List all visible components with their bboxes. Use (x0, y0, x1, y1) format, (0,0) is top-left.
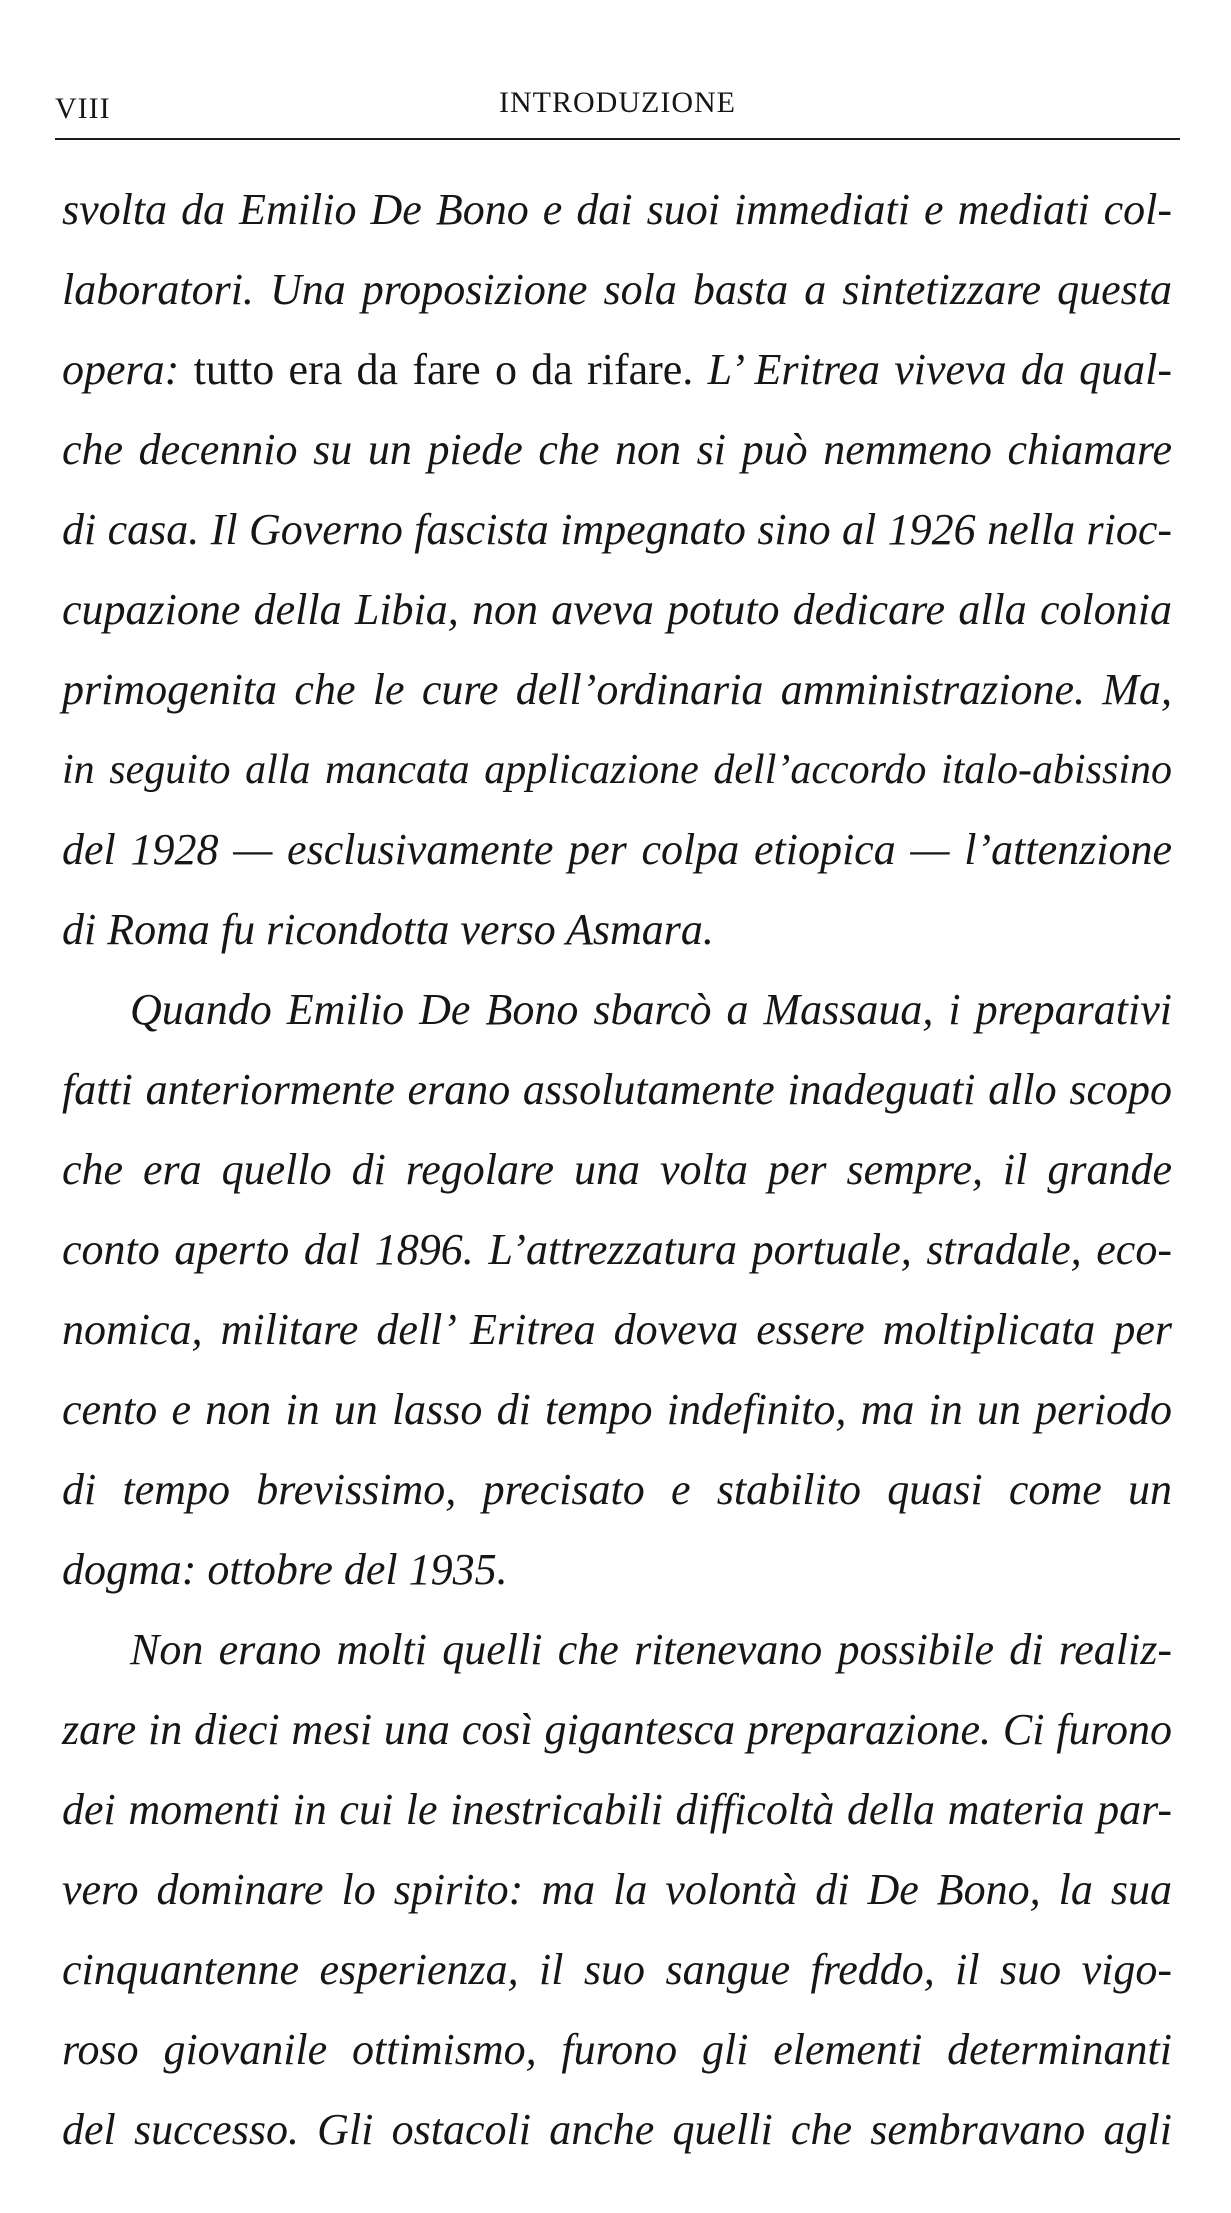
text-line: in seguito alla mancata applicazione dell’accordo italo-abissino (62, 747, 1172, 793)
text-line: che decennio su un piede che non si può nemmeno chiamare (62, 425, 1172, 474)
text-line: di Roma fu ricondotta verso Asmara. (62, 905, 714, 954)
text-line: laboratori. Una proposizione sola basta a sintetizzare questa (62, 265, 1172, 314)
text-line: di casa. Il Governo fascista impegnato sino al 1926 nella rioc- (62, 505, 1172, 554)
text-line: svolta da Emilio De Bono e dai suoi immediati e mediati col- (62, 185, 1172, 234)
text-line: cento e non in un lasso di tempo indefinito, ma in un periodo (62, 1385, 1172, 1434)
text-line: dei momenti in cui le inestricabili difficoltà della materia par- (62, 1785, 1172, 1834)
text-line: del 1928 — esclusivamente per colpa etiopica — l’attenzione (62, 825, 1172, 874)
page-number: VIII (55, 92, 111, 125)
text-line: che era quello di regolare una volta per sempre, il grande (62, 1145, 1172, 1194)
text-line: primogenita che le cure dell’ordinaria amministrazione. Ma, (62, 665, 1172, 714)
text-line: fatti anteriormente erano assolutamente inadeguati allo scopo (62, 1065, 1172, 1114)
text-line: nomica, militare dell’ Eritrea doveva essere moltiplicata per (62, 1305, 1172, 1354)
text-line: zare in dieci mesi una così gigantesca preparazione. Ci furono (62, 1705, 1172, 1754)
text-line: dogma: ottobre del 1935. (62, 1545, 508, 1594)
text-line: del successo. Gli ostacoli anche quelli che sembravano agli (62, 2105, 1172, 2154)
text-line: Quando Emilio De Bono sbarcò a Massaua, i preparativi (130, 985, 1172, 1034)
text-line: Non erano molti quelli che ritenevano possibile di realiz- (130, 1625, 1172, 1674)
text-line: roso giovanile ottimismo, furono gli elementi determinanti (62, 2025, 1172, 2074)
running-title: INTRODUZIONE (499, 86, 736, 119)
text-line: cupazione della Libia, non aveva potuto dedicare alla colonia (62, 585, 1172, 634)
page-header (55, 78, 1180, 140)
text-line: di tempo brevissimo, precisato e stabilito quasi come un (62, 1465, 1172, 1514)
text-line: opera: tutto era da fare o da rifare. L’ Eritrea viveva da qual- (62, 345, 1172, 394)
text-line: cinquantenne esperienza, il suo sangue freddo, il suo vigo- (62, 1945, 1172, 1994)
text-line: vero dominare lo spirito: ma la volontà di De Bono, la sua (62, 1865, 1172, 1914)
text-line: conto aperto dal 1896. L’attrezzatura portuale, stradale, eco- (62, 1225, 1172, 1274)
